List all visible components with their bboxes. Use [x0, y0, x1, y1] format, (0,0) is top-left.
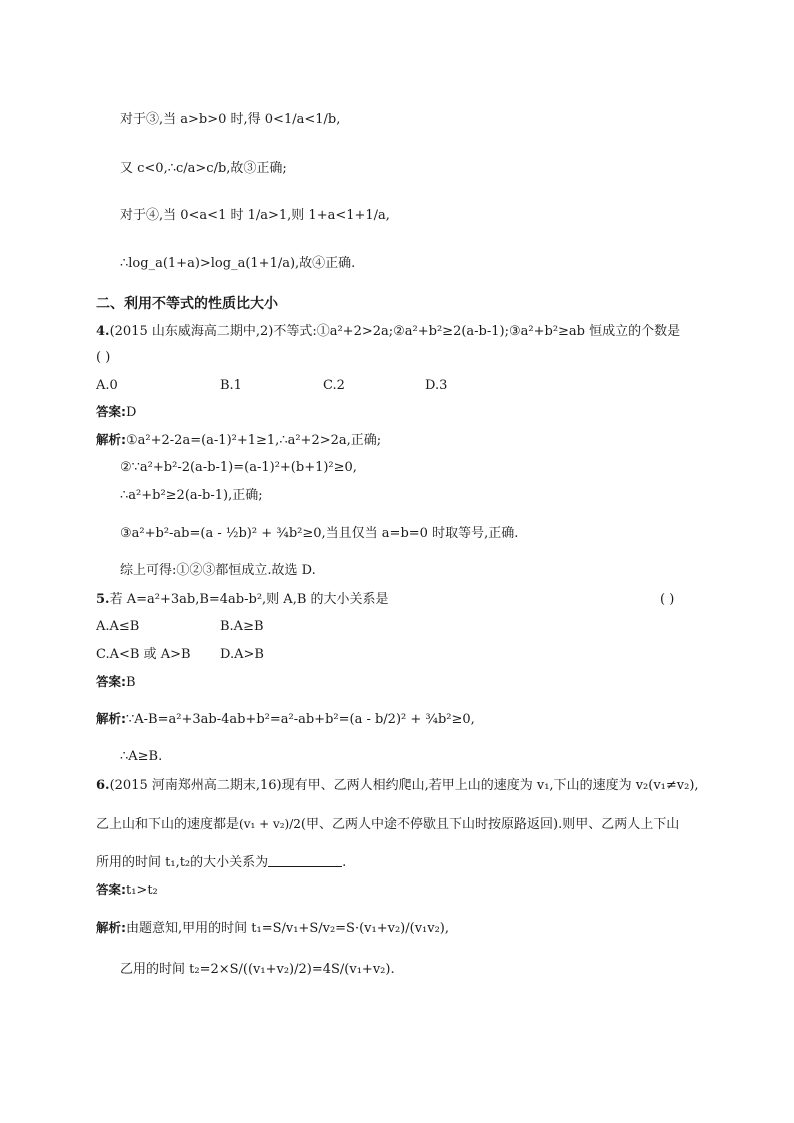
q5-stem	[96, 592, 389, 608]
q6-stem-3	[96, 854, 346, 871]
q4-option-d: D.3	[425, 378, 448, 393]
q4-analysis-text: ①a²+2-2a=(a-1)²+1≥1,∴a²+2>2a,正确;	[126, 433, 382, 448]
q6-stem-text-3: 所用的时间 t₁,t₂的大小关系为	[96, 855, 269, 870]
q4-analysis-3: ∴a²+b²≥2(a-b-1),正确;	[120, 488, 263, 503]
q4-answer-value: D	[126, 405, 137, 420]
q4-analysis-5: 综上可得:①②③都恒成立.故选 D.	[120, 563, 316, 578]
q4-option-b: B.1	[220, 378, 242, 393]
q5-analysis-text: ∵A-B=a²+3ab-4ab+b²=a²-ab+b²=(a - b/2)² + ¾b²≥0,	[126, 712, 475, 727]
q6-answer	[96, 882, 158, 899]
q6-stem-end: .	[342, 855, 347, 870]
q4-answer	[96, 404, 136, 421]
q5-answer	[96, 674, 136, 691]
q5-option-d: D.A>B	[220, 647, 264, 662]
q6-stem-text-1: (2015 河南郑州高二期末,16)现有甲、乙两人相约爬山,若甲上山的速度为 v₁,下山的速度为 v₂(v₁≠v₂),	[109, 778, 699, 793]
q6-stem-2	[96, 816, 679, 833]
solution-line-3: 对于④,当 0<a<1 时 1/a>1,则 1+a<1+1/a,	[120, 208, 390, 223]
q5-stem-text: 若 A=a²+3ab,B=4ab-b²,则 A,B 的大小关系是	[109, 592, 389, 607]
q6-analysis-text-1: 由题意知,甲用的时间 t₁=S/v₁+S/v₂=S·(v₁+v₂)/(v₁v₂),	[126, 921, 450, 936]
answer-label: 答案:	[96, 404, 126, 419]
q6-number: 6.	[96, 778, 110, 793]
analysis-label: 解析:	[96, 711, 126, 726]
q4-analysis-1	[96, 432, 381, 449]
q4-option-c: C.2	[323, 378, 345, 393]
solution-line-1: 对于③,当 a>b>0 时,得 0<1/a<1/b,	[120, 112, 341, 127]
q6-speed-fraction: (v₁ + v₂)/2	[239, 817, 301, 831]
q5-option-c: C.A<B 或 A>B	[96, 647, 191, 662]
q6-analysis-1	[96, 920, 449, 937]
q5-paren: ( )	[660, 592, 675, 607]
q6-analysis-2: 乙用的时间 t₂=2×S/((v₁+v₂)/2)=4S/(v₁+v₂).	[120, 962, 395, 977]
q5-analysis-1	[96, 711, 475, 728]
answer-label: 答案:	[96, 674, 126, 689]
analysis-label: 解析:	[96, 920, 126, 935]
q4-analysis-4: ③a²+b²-ab=(a - ½b)² + ¾b²≥0,当且仅当 a=b=0 时取等号,正确.	[120, 526, 519, 541]
q4-number: 4.	[96, 324, 110, 339]
q4-analysis-2: ②∵a²+b²-2(a-b-1)=(a-1)²+(b+1)²≥0,	[120, 460, 357, 475]
solution-line-4: ∴log_a(1+a)>log_a(1+1/a),故④正确.	[120, 256, 356, 271]
q6-answer-value: t₁>t₂	[126, 883, 158, 898]
q4-stem-text: (2015 山东威海高二期中,2)不等式:①a²+2>2a;②a²+b²≥2(a-b-1);③a²+b²≥ab 恒成立的个数是	[109, 324, 681, 339]
q5-number: 5.	[96, 592, 110, 607]
answer-label: 答案:	[96, 882, 126, 897]
q4-option-a: A.0	[96, 378, 118, 393]
q6-stem-1	[96, 778, 699, 794]
solution-line-2: 又 c<0,∴c/a>c/b,故③正确;	[120, 161, 287, 176]
section-heading: 二、利用不等式的性质比大小	[96, 296, 278, 312]
q4-stem	[96, 324, 680, 340]
q6-stem-text-2a: 乙上山和下山的速度都是	[96, 817, 240, 832]
q6-stem-text-2b: (甲、乙两人中途不停歇且下山时按原路返回).则甲、乙两人上下山	[300, 817, 680, 832]
q5-option-b: B.A≥B	[220, 619, 264, 634]
q5-analysis-2: ∴A≥B.	[120, 749, 163, 764]
answer-blank[interactable]	[268, 854, 342, 867]
q5-option-a: A.A≤B	[96, 619, 140, 634]
q5-answer-value: B	[126, 675, 136, 690]
analysis-label: 解析:	[96, 432, 126, 447]
q4-paren: ( )	[96, 350, 111, 365]
